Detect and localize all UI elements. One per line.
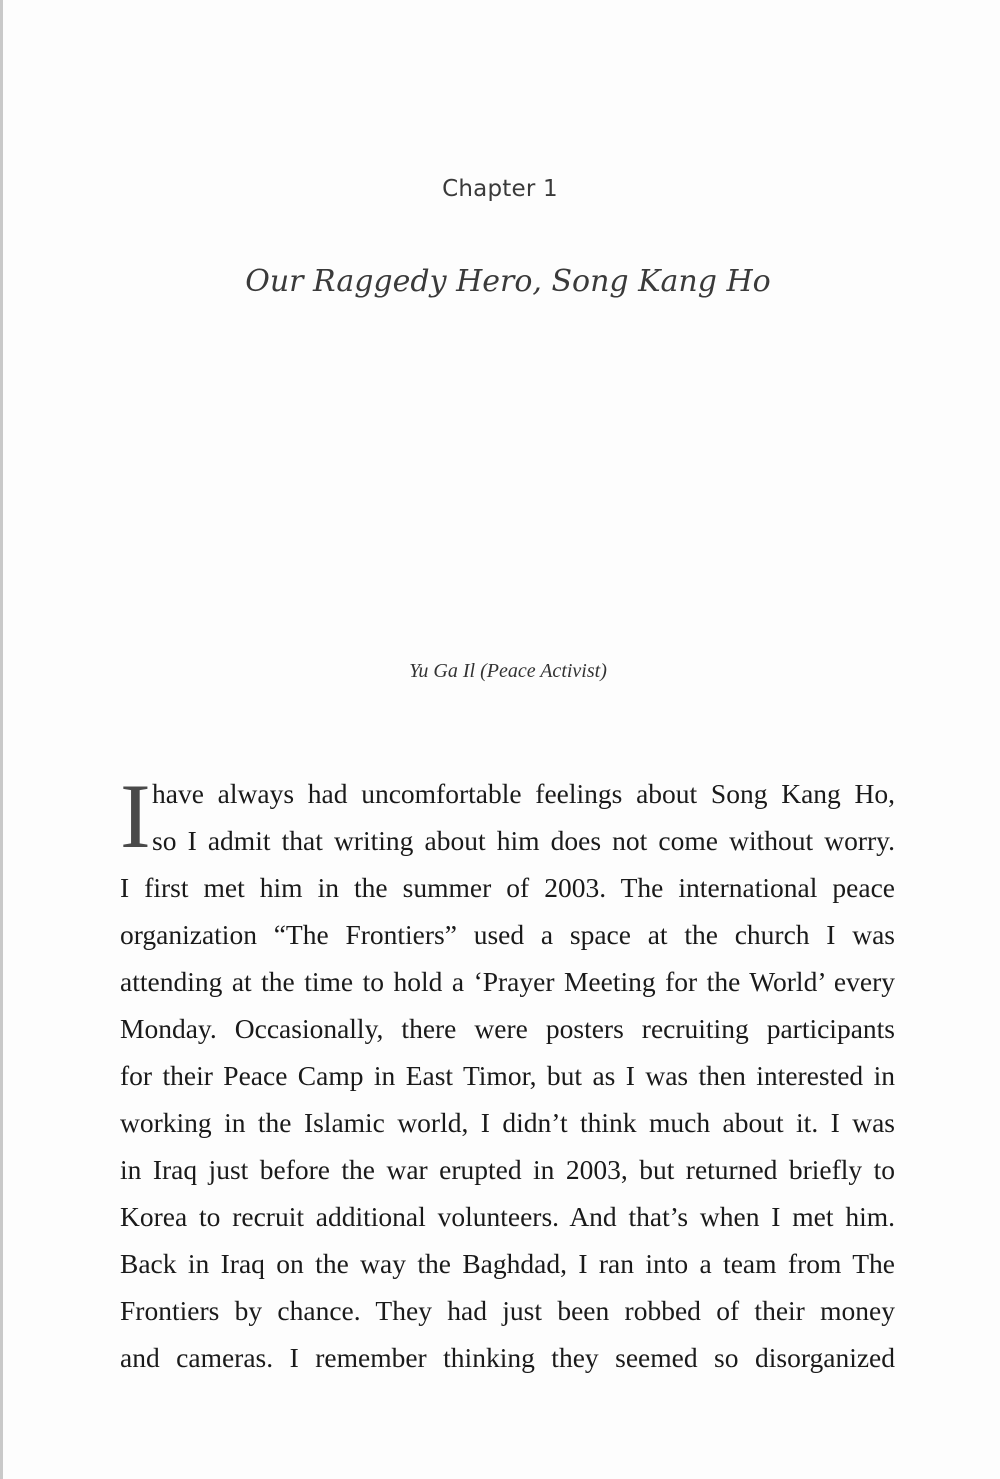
text-line: so I admit that writing about him does not come without worry. bbox=[152, 825, 895, 856]
text-line: attending at the time to hold a ‘Prayer Meeting for the World’ every bbox=[120, 966, 895, 997]
text-line: organization “The Frontiers” used a space at the church I was bbox=[120, 919, 895, 950]
chapter-title: Our Raggedy Hero, Song Kang Ho bbox=[245, 264, 771, 299]
chapter-author: Yu Ga Il (Peace Activist) bbox=[409, 660, 607, 682]
drop-cap-letter: I bbox=[120, 765, 151, 867]
text-line: Frontiers by chance. They had just been robbed of their money bbox=[120, 1295, 895, 1326]
page-edge-divider bbox=[0, 0, 3, 1479]
text-line: have always had uncomfortable feelings about Song Kang Ho, bbox=[152, 778, 895, 809]
text-line: and cameras. I remember thinking they seemed so disorganized bbox=[120, 1342, 895, 1373]
text-line: Korea to recruit additional volunteers. And that’s when I met him. bbox=[120, 1201, 895, 1232]
chapter-number: Chapter 1 bbox=[442, 176, 558, 202]
text-line: for their Peace Camp in East Timor, but as I was then interested in bbox=[120, 1060, 895, 1091]
text-line: I first met him in the summer of 2003. The international peace bbox=[120, 872, 895, 903]
text-line: Monday. Occasionally, there were posters recruiting participants bbox=[120, 1013, 895, 1044]
body-paragraph bbox=[120, 765, 895, 1381]
text-line: in Iraq just before the war erupted in 2003, but returned briefly to bbox=[120, 1154, 895, 1185]
text-line: Back in Iraq on the way the Baghdad, I ran into a team from The bbox=[120, 1248, 895, 1279]
text-line: working in the Islamic world, I didn’t think much about it. I was bbox=[120, 1107, 895, 1138]
